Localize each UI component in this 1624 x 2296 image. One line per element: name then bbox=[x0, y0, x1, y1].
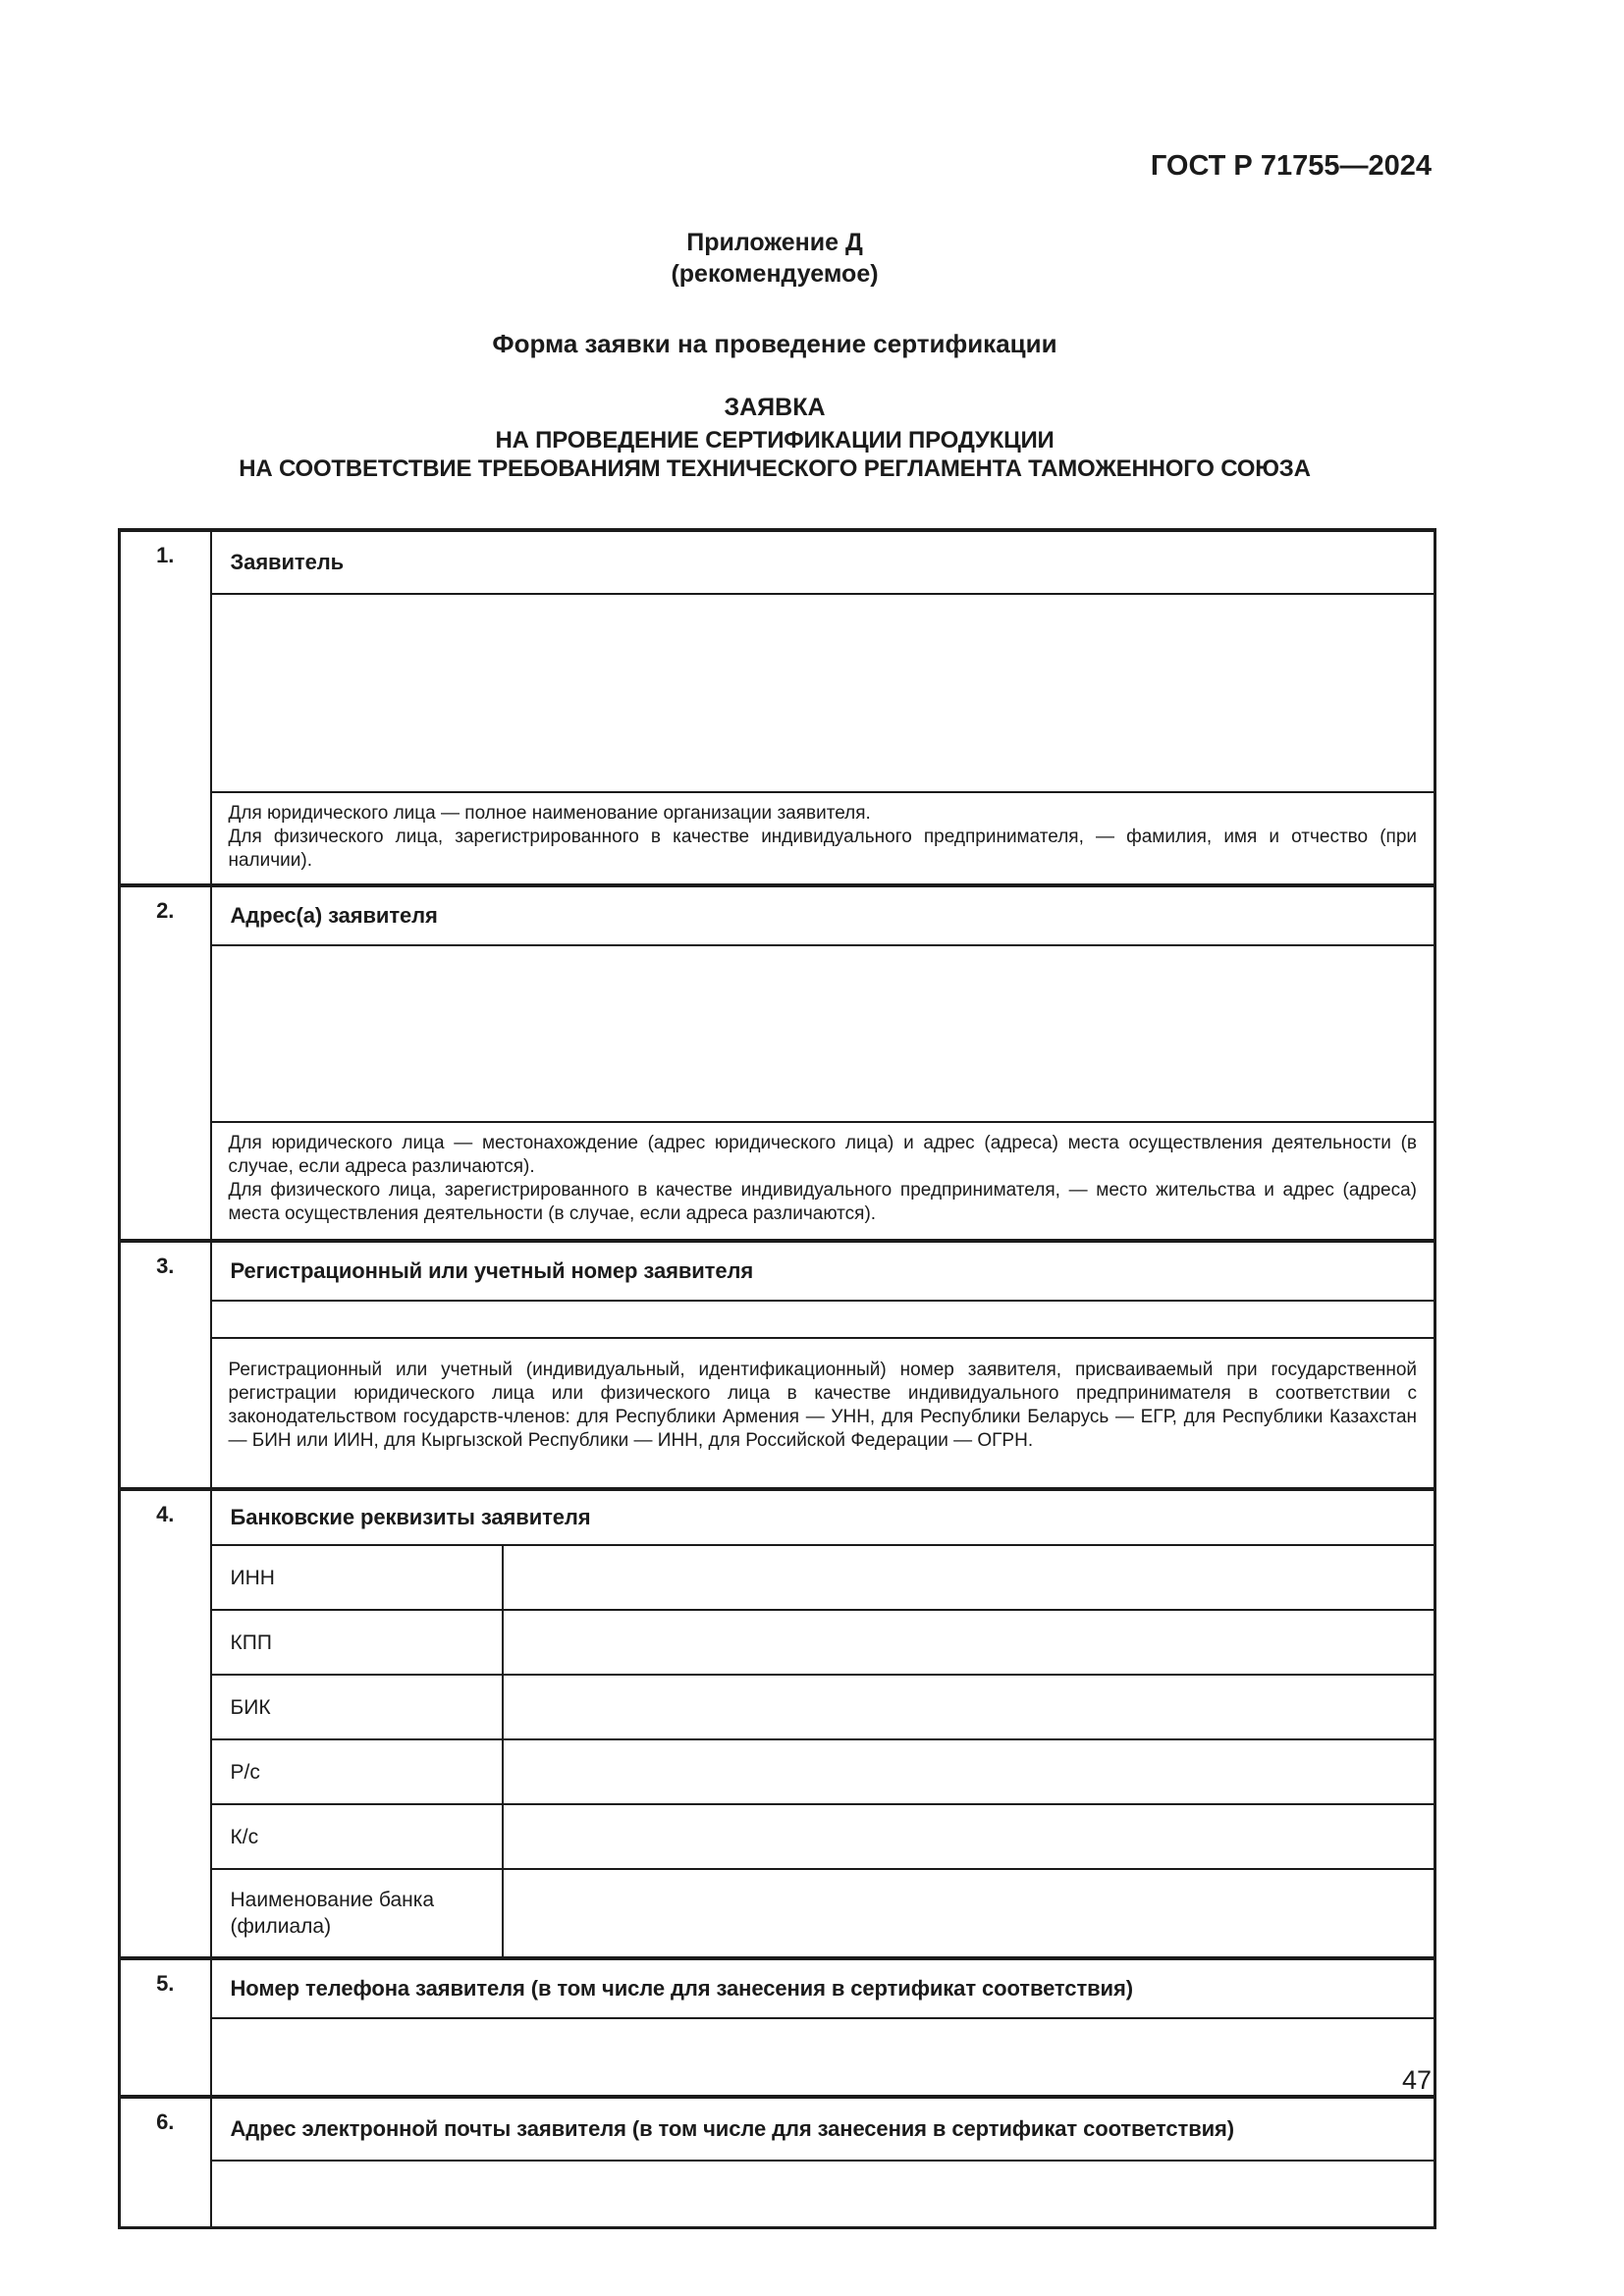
appendix-label: Приложение Д bbox=[686, 229, 863, 256]
page-number: 47 bbox=[1401, 2065, 1432, 2095]
section-1-input-row bbox=[120, 594, 1435, 792]
section-1-input-area bbox=[211, 594, 1435, 792]
section-1-number: 1. bbox=[120, 530, 211, 885]
section-2-note-paragraph: Для физического лица, зарегистрированного в качестве индивидуального предпринимателя, — место жительства и адрес (адреса) места осуществления деятельности (в случае, если адреса различаются). bbox=[228, 1180, 1418, 1224]
section-3-title: Регистрационный или учетный номер заявителя bbox=[211, 1241, 1435, 1301]
bank-field-input-bik bbox=[503, 1675, 1435, 1739]
bank-field-row bbox=[120, 1545, 1435, 1610]
section-3-note-paragraph: Регистрационный или учетный (индивидуальный, идентификационный) номер заявителя, присваиваемый при государственной регистрации юридического лица или физического лица в качестве индивидуального предпринимателя в соответствии с законодательством государств-членов: для Республики Армения — УНН, для Республики Беларусь — ЕГР, для Республики Казахстан — БИН или ИИН, для Кыргызской Республики — ИНН, для Российской Федерации — ОГРН. bbox=[228, 1360, 1418, 1451]
section-2-input-area bbox=[211, 945, 1435, 1122]
bank-field-label-ks: К/с bbox=[211, 1804, 503, 1869]
section-2-header-row bbox=[120, 885, 1435, 945]
bank-field-label-bik: БИК bbox=[211, 1675, 503, 1739]
section-1-title: Заявитель bbox=[211, 530, 1435, 594]
section-3-header-row bbox=[120, 1241, 1435, 1301]
section-2-number: 2. bbox=[120, 885, 211, 1241]
standard-reference: ГОСТ Р 71755—2024 bbox=[1150, 150, 1432, 182]
section-2-note-paragraph: Для юридического лица — местонахождение (адрес юридического лица) и адрес (адреса) места осуществления деятельности (в случае, если адреса различаются). bbox=[228, 1133, 1418, 1177]
section-1-note bbox=[211, 792, 1435, 885]
section-2-title: Адрес(а) заявителя bbox=[211, 885, 1435, 945]
section-5-title: Номер телефона заявителя (в том числе для занесения в сертификат соответствия) bbox=[211, 1958, 1435, 2018]
section-3-number: 3. bbox=[120, 1241, 211, 1489]
bank-field-input-inn bbox=[503, 1545, 1435, 1610]
section-3-note-row bbox=[120, 1338, 1435, 1489]
section-2-note bbox=[211, 1122, 1435, 1241]
application-form bbox=[118, 528, 1436, 2229]
application-title-line3: НА СООТВЕТСТВИЕ ТРЕБОВАНИЯМ ТЕХНИЧЕСКОГО РЕГЛАМЕНТА ТАМОЖЕННОГО СОЮЗА bbox=[239, 455, 1311, 482]
section-4-number: 4. bbox=[120, 1489, 211, 1958]
application-title-line2: НА ПРОВЕДЕНИЕ СЕРТИФИКАЦИИ ПРОДУКЦИИ bbox=[495, 427, 1055, 454]
form-subtitle: Форма заявки на проведение сертификации bbox=[492, 329, 1057, 358]
section-6-title: Адрес электронной почты заявителя (в том числе для занесения в сертификат соответствия) bbox=[211, 2097, 1435, 2161]
section-1-note-row bbox=[120, 792, 1435, 885]
section-2-note-row bbox=[120, 1122, 1435, 1241]
bank-field-input-ks bbox=[503, 1804, 1435, 1869]
bank-field-label-inn: ИНН bbox=[211, 1545, 503, 1610]
application-form-table bbox=[118, 528, 1436, 2229]
section-4-header-row bbox=[120, 1489, 1435, 1545]
bank-field-row bbox=[120, 1869, 1435, 1958]
section-2-input-row bbox=[120, 945, 1435, 1122]
section-6-input-area bbox=[211, 2161, 1435, 2228]
bank-field-input-bank-name bbox=[503, 1869, 1435, 1958]
application-title bbox=[118, 392, 1432, 483]
bank-field-row bbox=[120, 1739, 1435, 1804]
bank-field-label-bank-name: Наименование банка (филиала) bbox=[211, 1869, 503, 1958]
section-5-header-row bbox=[120, 1958, 1435, 2018]
section-1-note-paragraph: Для физического лица, зарегистрированного в качестве индивидуального предпринимателя, — фамилия, имя и отчество (при наличии). bbox=[228, 827, 1418, 871]
bank-field-label-rs: Р/с bbox=[211, 1739, 503, 1804]
bank-field-input-kpp bbox=[503, 1610, 1435, 1675]
section-6-input-row bbox=[120, 2161, 1435, 2228]
section-5-number: 5. bbox=[120, 1958, 211, 2097]
bank-field-row bbox=[120, 1804, 1435, 1869]
section-4-title: Банковские реквизиты заявителя bbox=[211, 1489, 1435, 1545]
section-3-note bbox=[211, 1338, 1435, 1489]
application-title-line1: ЗАЯВКА bbox=[724, 394, 826, 421]
appendix-heading bbox=[118, 227, 1432, 290]
section-3-input-row bbox=[120, 1301, 1435, 1338]
bank-field-input-rs bbox=[503, 1739, 1435, 1804]
section-6-header-row bbox=[120, 2097, 1435, 2161]
appendix-type: (рекомендуемое) bbox=[671, 260, 879, 288]
bank-field-row bbox=[120, 1675, 1435, 1739]
section-3-input-area bbox=[211, 1301, 1435, 1338]
bank-field-label-kpp: КПП bbox=[211, 1610, 503, 1675]
section-1-header-row bbox=[120, 530, 1435, 594]
section-6-number: 6. bbox=[120, 2097, 211, 2228]
bank-field-row bbox=[120, 1610, 1435, 1675]
section-1-note-paragraph: Для юридического лица — полное наименование организации заявителя. bbox=[228, 803, 871, 824]
